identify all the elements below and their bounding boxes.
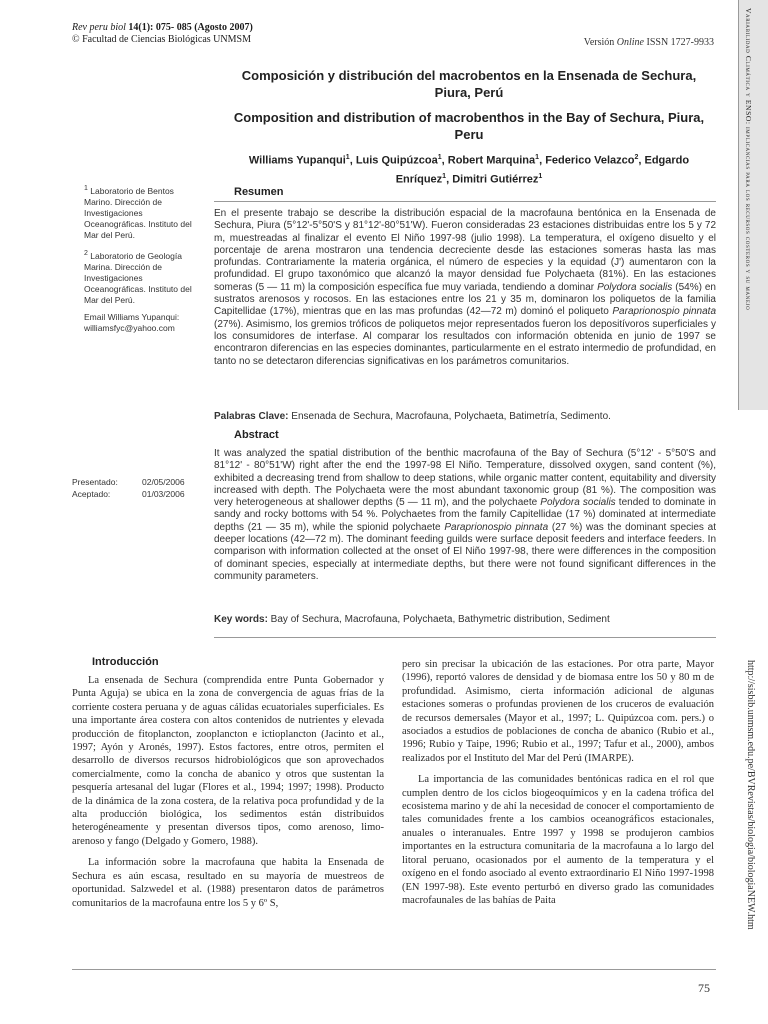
title-english: Composition and distribution of macrobenthos in the Bay of Sechura, Piura, Peru bbox=[233, 110, 705, 142]
presented-label: Presentado: bbox=[72, 477, 118, 487]
section-divider bbox=[214, 637, 716, 638]
copyright-line: © Facultad de Ciencias Biológicas UNMSM bbox=[72, 34, 251, 45]
author-separator: , bbox=[446, 173, 453, 186]
author-list bbox=[222, 150, 716, 187]
journal-citation bbox=[72, 22, 253, 34]
body-paragraph: La ensenada de Sechura (comprendida entre Punta Gobernador y Punta Aguja) se ubica en la zona de convergencia de aguas frías de la corriente costera peruana y de aguas cálidas ecuatoriales superficiales. Es una importante área costera con altos contenidos de nutrientes y elevada producción de fitoplancton, zooplancton e ictioplancton (Jacinto et al., 1997; Ayón y Aronés, 1997). Estos factores, entre otros, permiten el desarrollo de diversos recursos hidrobiológicos que son aprovechados comercialmente, como la concha de abanico y otros que sustentan la pesquería artesanal del lugar (Flores et al., 1994; 1997; 1998). Producto de la dinámica de la zona costera, de la relativa poca profundidad y de la alta producción biológica, los sedimentos están distribuidos heterogéneamente y presentan diversos tipos, como arenoso, limo-arenoso y fango (Delgado y Gomero, 1988). bbox=[72, 675, 384, 847]
author-separator: , bbox=[441, 154, 448, 167]
abstract-paragraph bbox=[214, 448, 716, 583]
footer-divider bbox=[72, 969, 716, 970]
affiliation-mark: 2 bbox=[84, 250, 88, 257]
author-affiliation-mark: 1 bbox=[437, 154, 442, 161]
author-name: Robert Marquina bbox=[447, 154, 536, 167]
affiliation-text: Laboratorio de Geología Marina. Dirección de Investigaciones Oceanográficas. Instituto del Mar del Perú. bbox=[84, 250, 192, 305]
side-tab-label: Variabilidad Climática y ENSO: implicancias para los recursos costeros y su manejo bbox=[744, 8, 753, 311]
author-name: Luis Quipúzcoa bbox=[355, 154, 438, 167]
abstract-heading: Abstract bbox=[234, 429, 279, 441]
author-name: Williams Yupanqui bbox=[248, 154, 346, 167]
journal-header bbox=[72, 22, 253, 46]
accepted-label: Aceptado: bbox=[72, 489, 111, 499]
keywords-english bbox=[214, 614, 716, 626]
resumen-text-part: (27%). Asimismo, los gremios tróficos de poliquetos mejor representados fueron los depositívoros superficiales y los consumidores de interfase. Al comparar los resultados con información obtenida en junio de 1997 se encontraron diferencias en las especies dominantes, particularmente en el estrato intermedio de profundidad, en tanto no se detectaron diferencias significativas en los parámetros comunitarios. bbox=[214, 318, 716, 367]
body-paragraph: La importancia de las comunidades bentónicas radica en el rol que cumplen dentro de los ciclos biogeoquímicos y en la cadena trófica del ecosistema marino y de ahí la necesidad de conocer el comportamiento de tales comunidades frente a los cambios oceanográficos estacionales, anuales o interanuales. Entre 1997 y 1998 se produjeron cambios importantes en la estructura comunitaria de la macrofauna a lo largo del litoral peruano, ocasionados por el aumento de la temperatura y el oxígeno en el fondo asociado al evento extraordinario El Niño 1997-1998 (EN 1997-98). Este evento perturbó en diverso grado las comunidades macrofaunales de las bahías de Paita bbox=[402, 774, 714, 906]
keywords-text: Ensenada de Sechura, Macrofauna, Polychaeta, Batimetría, Sedimento. bbox=[288, 411, 611, 422]
keywords-label: Palabras Clave: bbox=[214, 411, 289, 422]
species-name: Polydora socialis bbox=[597, 281, 673, 293]
journal-name: Rev peru biol bbox=[72, 22, 126, 33]
journal-volume: 14(1): 075- 085 (Agosto 2007) bbox=[128, 22, 253, 33]
affiliation-mark: 1 bbox=[84, 185, 88, 192]
resumen-text-part: En el presente trabajo se describe la distribución espacial de la macrofauna bentónica en la Ensenada de Sechura, Piura (5°12'-5°50'S y 81°12'-80°51'W). Fueron consideradas 23 estaciones distribuidas entre los 5 y 72 m, muestreadas al finalizar el evento El Niño 1997-98 (julio 1998). La temperatura, el oxígeno disuelto y el porcentaje de arena mostraron una tendencia decreciente desde las estaciones someras hasta las mas profundas. Contrariamente la materia orgánica, el número de especies y la equidad (J') aumentaron con la profundidad. El grupo taxonómico que alcanzó la mayor densidad fue Polychaeta (81%). En las estaciones someras (5 — 11 m) la composición específica fue muy variada, tendiendo a dominar bbox=[214, 208, 716, 293]
affiliation-1 bbox=[84, 183, 202, 241]
species-name: Paraprionospio pinnata bbox=[612, 306, 716, 318]
resumen-paragraph bbox=[214, 208, 716, 368]
page-number: 75 bbox=[698, 981, 710, 995]
author-name: Federico Velazco bbox=[545, 154, 635, 167]
body-paragraph: pero sin precisar la ubicación de las estaciones. Por otra parte, Mayor (1996), reportó valores de densidad y de biomasa entre los 50 y 80 m de profundidad. Asimismo, cierta información adicional de algunas estaciones someras o profundas provienen de los cruceros de evaluación de recursos demersales (Mayor et al., 1997; L. Quipúzcoa com. pers.) o asociados a estudios de poblaciones de concha de abanico (Rubio et al., 1996; Rubio y Taipe, 1996; Rubio et al., 1997; Tafur et al., 2000), ambos realizados por el Instituto del Mar del Perú (IMARPE). bbox=[402, 659, 714, 764]
corresponding-email[interactable]: Email Williams Yupanqui: williamsfyc@yahoo.com bbox=[84, 312, 180, 333]
section-divider bbox=[214, 201, 716, 202]
author-separator: , bbox=[349, 154, 356, 167]
author-name: Edgardo Enríquez bbox=[395, 154, 690, 186]
species-name: Polydora socialis bbox=[540, 497, 616, 509]
body-column-left bbox=[72, 674, 384, 918]
resumen-text-part: (54%) en sustratos arenosos y rocosos. En las estaciones entre los 21 y 35 m, dominaron los poliquetos de la familia Capitellidae (17%), mientras que en las mas profundas (42—72 m) dominó el poliqueto bbox=[214, 281, 716, 318]
author-affiliation-mark: 1 bbox=[345, 154, 350, 161]
keywords-label: Key words: bbox=[214, 614, 268, 625]
author-name: Dimitri Gutiérrez bbox=[452, 173, 539, 186]
version-label: Versión bbox=[583, 37, 615, 48]
author-separator: , bbox=[638, 154, 645, 167]
author-affiliation-mark: 1 bbox=[442, 172, 447, 180]
author-affiliation-mark: 2 bbox=[634, 154, 639, 161]
affiliation-2 bbox=[84, 248, 202, 306]
date-accepted bbox=[72, 488, 198, 501]
abstract-text-part: (27 %) was the dominant species at deeper locations (42—72 m). The dominant feeding guilds were surface deposit feeders and interface feeders. In comparison with information collected at the onset of El Niño 1997-98, there were differences in the composition of dominant species, especially at intermediate depths, but there were not found significant differences in the community parameters. bbox=[214, 521, 716, 582]
introduction-heading: Introducción bbox=[92, 656, 159, 668]
accepted-date: 01/03/2006 bbox=[142, 489, 185, 499]
title-spanish: Composición y distribución del macrobentos en la Ensenada de Sechura, Piura, Perú bbox=[241, 68, 697, 100]
affiliation-text: Laboratorio de Bentos Marino. Dirección de Investigaciones Oceanográficas. Instituto del Mar del Perú. bbox=[84, 185, 192, 240]
side-url-link[interactable]: http://sisbib.unmsm.edu.pe/BVRevistas/biologia/biologiaNEW.htm bbox=[745, 660, 756, 930]
body-paragraph: La información sobre la macrofauna que habita la Ensenada de Sechura es aún escasa, resultado en su mayoría de muestreos de oportunidad. Salzwedel et al. (1988) presentaron datos de parámetros comunitarios de la macrofauna entre los 5 y 6º S, bbox=[72, 857, 384, 909]
resumen-heading: Resumen bbox=[234, 186, 284, 198]
species-name: Paraprionospio pinnata bbox=[444, 521, 549, 533]
issn-number: ISSN 1727-9933 bbox=[646, 37, 714, 48]
author-affiliation-mark: 1 bbox=[538, 172, 543, 180]
abstract-text-part: tended to dominate in sandy and rocky bottoms with 54 %. Polychaetes from the family Capitellidae (17 %) dominated at intermediate depths (21 — 35 m), while the spionid polychaete bbox=[214, 497, 716, 533]
online-issn bbox=[520, 37, 714, 48]
body-column-right bbox=[402, 658, 714, 915]
side-tab bbox=[738, 0, 768, 410]
author-separator: , bbox=[539, 154, 546, 167]
version-online: Online bbox=[616, 37, 644, 48]
abstract-text-part: It was analyzed the spatial distribution of the benthic macrofauna of the Bay of Sechura (5°12' - 5°50'S and 81°12' - 80°51'W) right after the end the 1997-98 El Niño. Temperature, dissolved oxygen, sand content (%), exhibited a decreasing trend from shallow to deep stations, while organic matter content, equitability and diversity increased with depth. The Polychaeta were the most abundant taxonomic group (81 %). The composition was very heterogeneous at shallower depths (5 — 11 m), and the polychaete bbox=[214, 448, 716, 509]
keywords-spanish bbox=[214, 411, 716, 423]
keywords-text: Bay of Sechura, Macrofauna, Polychaeta, Bathymetric distribution, Sediment bbox=[267, 614, 610, 625]
author-affiliation-mark: 1 bbox=[535, 154, 540, 161]
presented-date: 02/05/2006 bbox=[142, 477, 185, 487]
